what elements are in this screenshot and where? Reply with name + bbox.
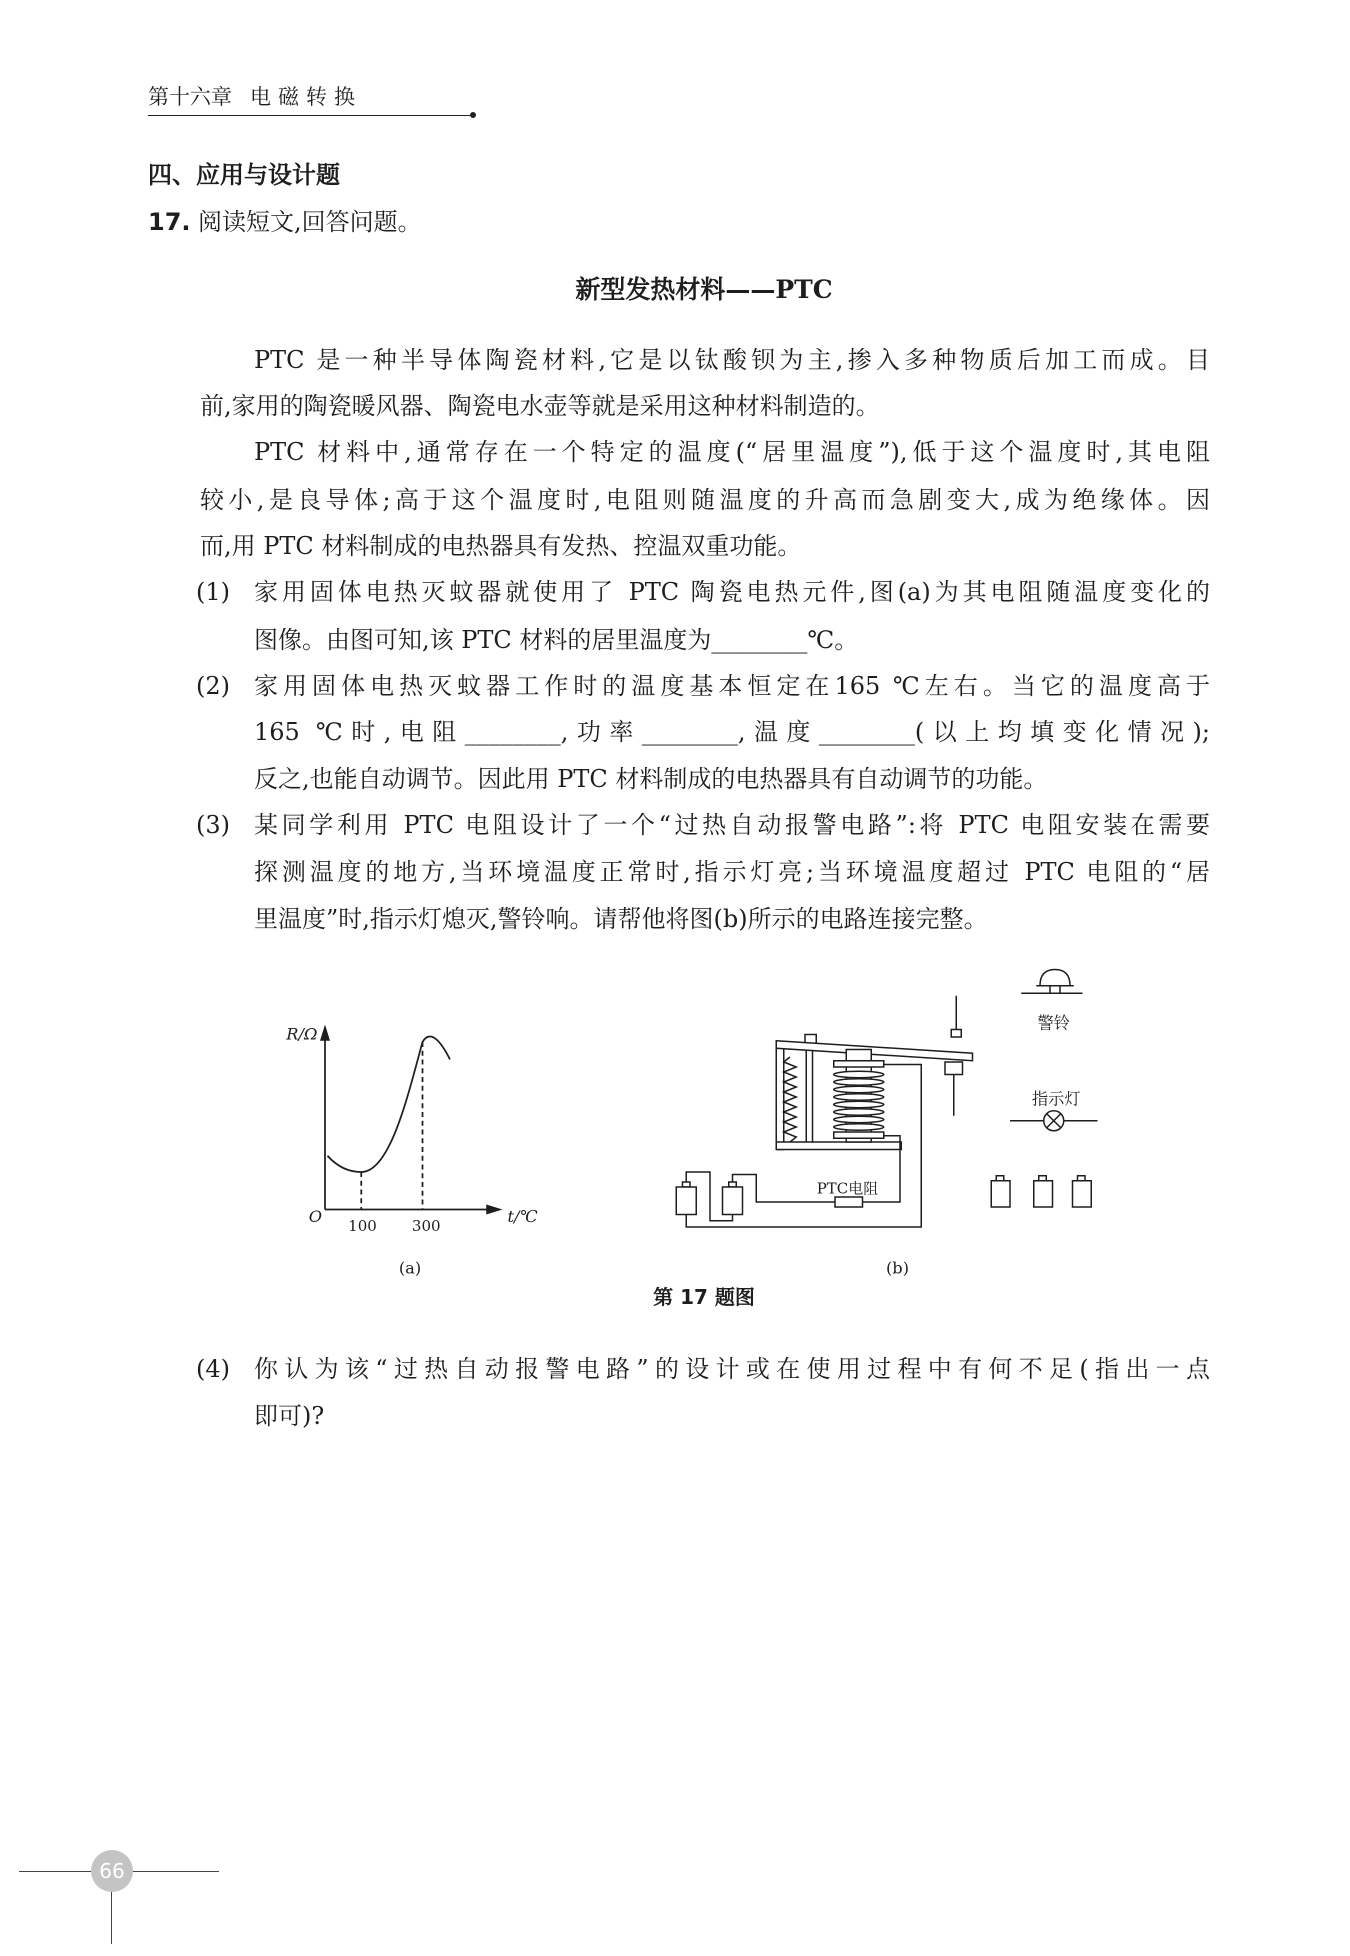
- paragraph-2-line-3: 而,用 PTC 材料制成的电热器具有发热、控温双重功能。: [200, 532, 802, 560]
- coil-winding: [834, 1116, 884, 1123]
- subquestion-3-line-1: 某同学利用 PTC 电阻设计了一个“过热自动报警电路”:将 PTC 电阻安装在需要: [254, 811, 1210, 839]
- subquestion-4-line-2: 即可)?: [254, 1402, 325, 1430]
- subquestion-2-line-3: 反之,也能自动调节。因此用 PTC 材料制成的电热器具有自动调节的功能。: [254, 765, 1048, 793]
- y-axis-arrow: [320, 1025, 330, 1041]
- ptc-resistor: [835, 1197, 863, 1207]
- relay-left-post: [776, 1042, 784, 1150]
- chapter-number: 第十六章: [148, 85, 232, 109]
- paragraph-1-line-2: 前,家用的陶瓷暖风器、陶瓷电水壶等就是采用这种材料制造的。: [200, 392, 880, 420]
- subquestion-1-line-1: 家用固体电热灭蚊器就使用了 PTC 陶瓷电热元件,图(a)为其电阻随温度变化的: [254, 578, 1210, 606]
- circuit-b-caption: (b): [885, 1258, 910, 1278]
- resistance-curve: [328, 1036, 451, 1172]
- battery: [991, 1176, 1010, 1207]
- chapter-title: 电磁转换: [250, 85, 362, 109]
- subquestion-2-line-1: 家用固体电热灭蚊器工作时的温度基本恒定在165 ℃左右。当它的温度高于: [254, 672, 1210, 700]
- subquestion-1-line-2: 图像。由图可知,该 PTC 材料的居里温度为________℃。: [254, 626, 859, 654]
- battery: [676, 1182, 696, 1215]
- page-number: 66: [91, 1850, 133, 1892]
- coil-winding: [834, 1094, 884, 1101]
- figure-17: [250, 962, 1125, 1287]
- ptc-resistor-label: PTC电阻: [816, 1179, 879, 1198]
- battery: [1034, 1176, 1053, 1207]
- origin-label: O: [308, 1207, 323, 1226]
- x-tick-300: 300: [411, 1216, 441, 1235]
- lower-contact: [945, 1062, 963, 1075]
- relay-middle-post: [806, 1045, 812, 1145]
- subquestion-1-label: (1): [196, 578, 230, 606]
- coil-winding: [834, 1071, 884, 1078]
- question-prompt: 阅读短文,回答问题。: [198, 208, 422, 236]
- relay-base: [776, 1142, 901, 1150]
- coil-winding: [834, 1101, 884, 1108]
- subquestion-3-line-2: 探测温度的地方,当环境温度正常时,指示灯亮;当环境温度超过 PTC 电阻的“居: [254, 858, 1210, 886]
- y-axis-label: R/Ω: [286, 1024, 318, 1044]
- paragraph-2-line-1: PTC 材料中,通常存在一个特定的温度(“居里温度”),低于这个温度时,其电阻: [254, 438, 1210, 466]
- section-title: 四、应用与设计题: [148, 161, 340, 189]
- paragraph-2-line-2: 较小,是良导体;高于这个温度时,电阻则随温度的升高而急剧变大,成为绝缘体。因: [200, 486, 1210, 514]
- lamp-label: 指示灯: [1031, 1089, 1081, 1109]
- coil-winding: [834, 1124, 884, 1131]
- alarm-bell: [1021, 970, 1082, 994]
- subquestion-3-label: (3): [196, 811, 230, 839]
- bell-icon: [1040, 970, 1070, 986]
- subquestion-2-label: (2): [196, 672, 230, 700]
- graph-a-caption: (a): [398, 1258, 422, 1278]
- header-rule-dot: [470, 112, 476, 118]
- coil-top-cap: [834, 1061, 884, 1067]
- x-axis-arrow: [486, 1205, 502, 1215]
- relay-spring: [784, 1057, 797, 1142]
- paragraph-1-line-1: PTC 是一种半导体陶瓷材料,它是以钛酸钡为主,掺入多种物质后加工而成。目: [254, 346, 1210, 374]
- upper-contact: [951, 1030, 961, 1038]
- bell-label: 警铃: [1037, 1013, 1070, 1033]
- indicator-lamp: [1010, 1111, 1098, 1131]
- battery: [723, 1182, 743, 1215]
- figure-caption: 第 17 题图: [653, 1285, 755, 1309]
- subquestion-2-line-2: 165 ℃时,电阻________,功率________,温度________(以上均填变化情况);: [254, 718, 1210, 746]
- question-number: 17.: [148, 208, 191, 236]
- subquestion-4-line-1: 你认为该“过热自动报警电路”的设计或在使用过程中有何不足(指出一点: [254, 1355, 1210, 1383]
- relay: [776, 996, 972, 1150]
- coil-winding: [834, 1079, 884, 1086]
- coil-winding: [834, 1086, 884, 1093]
- subquestion-4-label: (4): [196, 1355, 230, 1383]
- graph-a: [320, 1025, 503, 1215]
- x-tick-100: 100: [348, 1216, 377, 1235]
- battery: [1073, 1176, 1092, 1207]
- coil-bottom-cap: [834, 1132, 884, 1138]
- coil-winding: [834, 1109, 884, 1116]
- x-axis-label: t/℃: [507, 1207, 538, 1226]
- header-rule: [148, 115, 470, 116]
- subquestion-3-line-3: 里温度”时,指示灯熄灭,警铃响。请帮他将图(b)所示的电路连接完整。: [254, 905, 988, 933]
- article-title: 新型发热材料——PTC: [575, 275, 833, 304]
